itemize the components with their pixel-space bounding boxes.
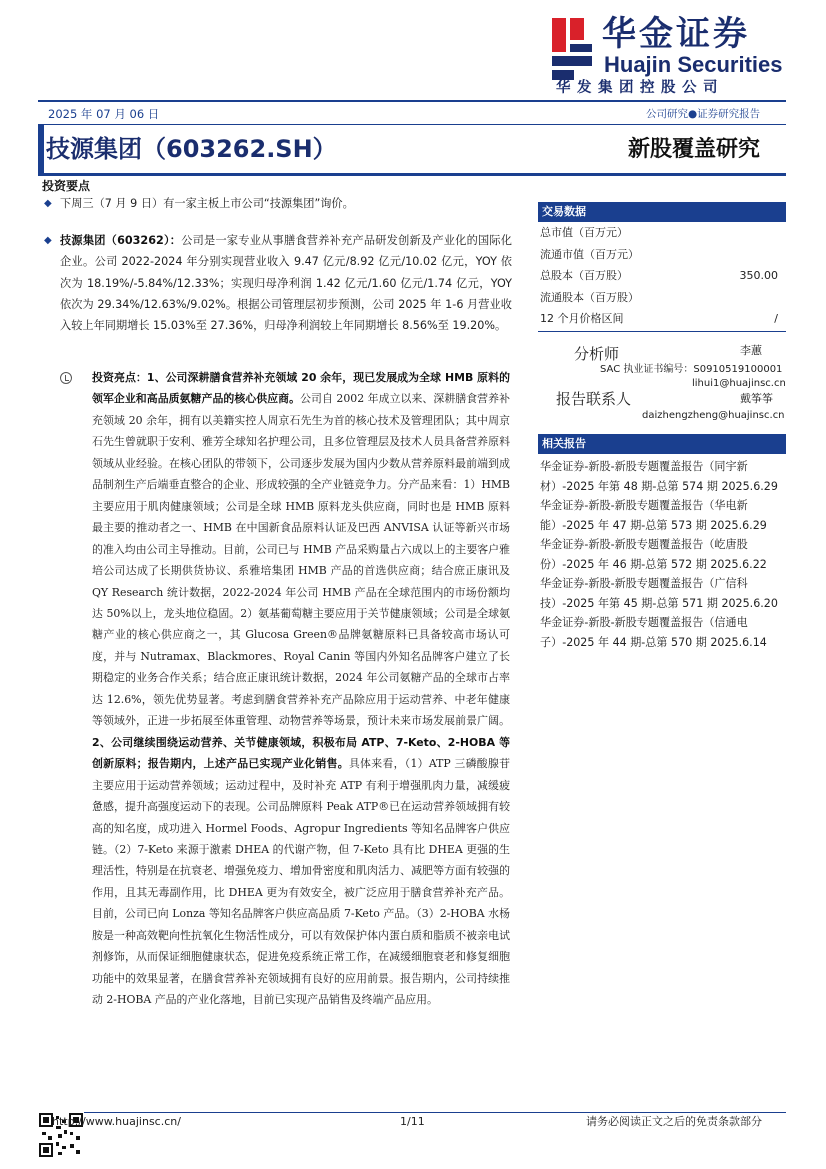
company-lead: 技源集团（603262）： <box>60 234 182 247</box>
related-report-item[interactable]: 华金证券-新股-新股专题覆盖报告（广信科技）-2025 年第 45 期-总第 571 期 2025.6.20 <box>540 577 778 610</box>
footer-disclaimer: 请务必阅读正文之后的免责条款部分 <box>586 1115 762 1128</box>
report-type: 公司研究●证券研究报告 <box>646 108 761 120</box>
report-category: 新股覆盖研究 <box>628 137 761 162</box>
logo-chinese-name: 华金证券 <box>602 14 750 54</box>
related-report-item[interactable]: 华金证券-新股-新股专题覆盖报告（屹唐股份）-2025 年 46 期-总第 572 期 2025.6.22 <box>540 538 767 571</box>
trade-row-float-cap: 流通市值（百万元） <box>540 247 639 261</box>
company-summary: 公司是一家专业从事膳食营养补充产品研发创新及产业化的国际化企业。公司 2022-2024 年分别实现营业收入 9.47 亿元/8.92 亿元/10.02 亿元，YOY 依次为 18.19%/-5.84%/12.33%；实现归母净利润 1.42 亿元/1.60 亿元/1.74 亿元，YOY 依次为 29.34%/12.63%/9.02%。根据公司管理层初步预测，公司 2025 年 1-6 月营业收入较上年同期增长 15.03%至 27.36%，归母净利润较上年同期增长 8.56%至 19.20%。 <box>60 234 512 333</box>
diamond-icon: ◆ <box>44 198 52 209</box>
parent-group-name: 华发集团控股公司 <box>556 80 724 96</box>
analyst-email: lihui1@huajinsc.cn <box>692 378 786 389</box>
footer-divider <box>38 1112 786 1113</box>
summary-paragraph-2 <box>60 230 512 336</box>
summary-paragraph-1: 下周三（7 月 9 日）有一家主板上市公司“技源集团”询价。 <box>60 197 354 210</box>
clock-icon <box>60 372 72 384</box>
footer-website-link[interactable]: http://www.huajinsc.cn/ <box>52 1115 181 1128</box>
diamond-icon: ◆ <box>44 235 52 246</box>
logo-english-name: Huajin Securities <box>604 52 783 77</box>
investment-highlights <box>92 367 510 1011</box>
trade-row-market-cap: 总市值（百万元） <box>540 226 628 239</box>
contact-label: 报告联系人 <box>556 390 632 408</box>
contact-email: daizhengzheng@huajinsc.cn <box>642 410 785 421</box>
header-divider <box>38 100 786 102</box>
page-title: 技源集团（603262.SH） <box>46 135 337 163</box>
related-reports-heading: 相关报告 <box>538 434 786 454</box>
trade-row-float-shares: 流通股本（百万股） <box>540 290 639 304</box>
highlight-lead-2: 2、公司继续围绕运动营养、关节健康领域，积极布局 ATP、7-Keto、2-HOBA 等创新原料；报告期内，上述产品已实现产业化销售。 <box>92 735 510 771</box>
analyst-name: 李蕙 <box>740 344 762 357</box>
contact-name: 戴筝筝 <box>740 392 773 405</box>
highlight-text-2: 具体来看，（1）ATP 三磷酸腺苷主要应用于运动营养领域；运动过程中，及时补充 ATP 有利于增强肌肉力量，减缓疲惫感，提升高强度运动下的表现。公司品牌原料 Peak ATP®已在运动营养领域拥有较高的知名度，成功进入 Hormel Foods、Agropur Ingredients 等知名品牌客户供应链。（2）7-Keto 来源于激素 DHEA 的代谢产物，但 7-Keto 具有比 DHEA 更强的生理活性，特别是在抗衰老、增强免疫力、增加骨密度和肌肉活力、减肥等方面有较强的作用，且其无毒副作用，比 DHEA 更为有效安全，被广泛应用于膳食营养补充产品。目前，公司已向 Lonza 等知名品牌客户供应高品质 7-Keto 产品。（3）2-HOBA 水杨胺是一种高效靶向性抗氧化生物活性成分，可以有效保护体内蛋白质和脂质不被亲电试剂修饰，从而保证细胞健康状态，促进免疫系统正常工作，在减缓细胞衰老和修复细胞功能中的效果显著，在膳食营养补充领域拥有良好的应用前景。报告期内，公司持续推动 2-HOBA 产品的产业化落地，目前已实现产品销售及终端产品应用。 <box>92 757 510 1007</box>
related-report-item[interactable]: 华金证券-新股-新股专题覆盖报告（华电新能）-2025 年 47 期-总第 573 期 2025.6.29 <box>540 499 767 532</box>
related-report-item[interactable]: 华金证券-新股-新股专题覆盖报告（同宇新材）-2025 年第 48 期-总第 574 期 2025.6.29 <box>540 460 778 493</box>
trade-row-price-range: 12 个月价格区间 / <box>540 312 778 325</box>
related-report-item[interactable]: 华金证券-新股-新股专题覆盖报告（信通电子）-2025 年 44 期-总第 570 期 2025.6.14 <box>540 616 767 649</box>
page-number: 1/11 <box>400 1115 425 1128</box>
trade-data-heading: 交易数据 <box>538 202 786 222</box>
analyst-label: 分析师 <box>574 345 620 363</box>
trade-data-divider <box>538 331 786 332</box>
trade-row-total-shares: 总股本（百万股） 350.00 <box>540 269 778 282</box>
highlight-text-1: 公司自 2002 年成立以来、深耕膳食营养补充领域 20 余年，拥有以美籍实控人周京石先生为首的核心技术及管理团队；其中周京石先生曾就职于安利、雅芳全球知名护理公司，且多位管理层及技术人员具备营养原料领域从业经验。在核心团队的带领下，公司逐步发展为国内少数从营养原料最前端到成品制剂生产后端垂直整合的企业、形成较强的全产业链竞争力。分产品来看：1）HMB 主要应用于肌肉健康领域；公司是全球 HMB 原料龙头供应商，同时也是 HMB 原料最主要的推动者之一、HMB 在中国新食品原料认证及巴西 ANVISA 认证等新兴市场的准入均由公司主导推动。目前，公司已与 HMB 产品采购量占六成以上的主要客户雅培公司达成了长期供货协议、系雅培集团 HMB 产品的首选供应商；结合庶正康讯及 QY Research 统计数据，2022-2024 年公司 HMB 产品在全球范围内的市场份额均达 50%以上，龙头地位稳固。2）氨基葡萄糖主要应用于关节健康领域；公司是全球氨糖产业的核心供应商之一，其 Glucosa Green®品牌氨糖原料已具备较高市场认可度，并与 Nutramax、Blackmores、Royal Canin 等国内外知名品牌客户建立了长期稳定的业务合作关系；结合庶正康讯统计数据，2024 年公司氨糖产品的全球市占率达 12.6%，领先优势显著。考虑到膳食营养补充产品除应用于运动营养、中老年健康等领域外，正进一步拓展至体重管理、动物营养等场景，预计未来市场发展前景广阔。 <box>92 392 510 728</box>
report-date: 2025 年 07 月 06 日 <box>48 107 160 121</box>
analyst-certificate: SAC 执业证书编号：S0910519100001 <box>600 364 783 375</box>
section-heading-investment-points: 投资要点 <box>42 179 91 193</box>
company-logo-icon <box>548 18 596 80</box>
highlight-lead-1: 投资亮点：1、公司深耕膳食营养补充领域 20 余年，现已发展成为全球 HMB 原料的领军企业和高品质氨糖产品的核心供应商。 <box>92 371 510 406</box>
